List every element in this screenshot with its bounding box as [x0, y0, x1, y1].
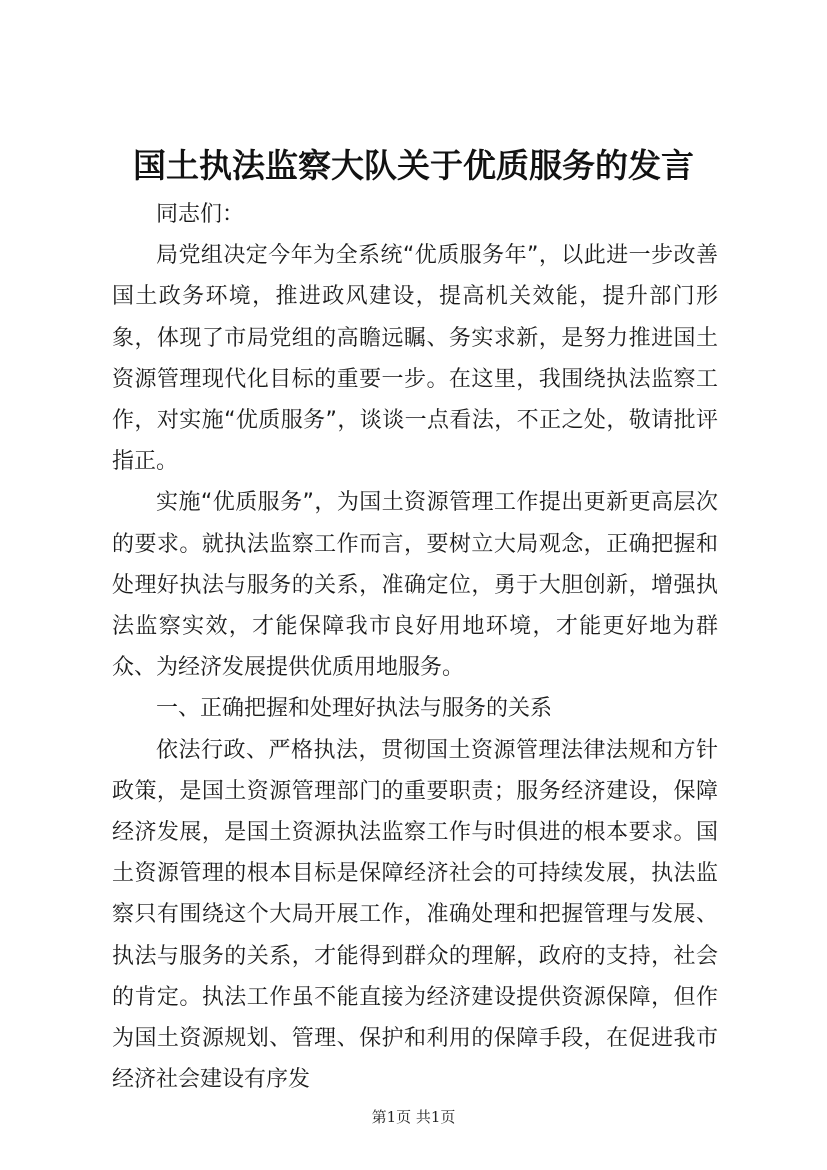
requirement-paragraph: 实施“优质服务”，为国土资源管理工作提出更新更高层次的要求。就执法监察工作而言，要树立大局观念，正确把握和处理好执法与服务的关系，准确定位，勇于大胆创新，增强执法监察实效，才能保障我市良好用地环境，才能更好地为群众、为经济发展提供优质用地服务。: [112, 490, 718, 681]
document-title: 国土执法监察大队关于优质服务的发言: [133, 146, 694, 185]
intro-paragraph: 局党组决定今年为全系统“优质服务年”，以此进一步改善国土政务环境，推进政风建设，提高机关效能，提升部门形象，体现了市局党组的高瞻远瞩、务实求新，是努力推进国土资源管理现代化目标的重要一步。在这里，我围绕执法监察工作，对实施“优质服务”，谈谈一点看法，不正之处，敬请批评指正。: [112, 243, 718, 475]
section-body-paragraph: 依法行政、严格执法，贯彻国土资源管理法律法规和方针政策，是国土资源管理部门的重要职责；服务经济建设，保障经济发展，是国土资源执法监察工作与时俱进的根本要求。国土资源管理的根本目标是保障经济社会的可持续发展，执法监察只有围绕这个大局开展工作，准确处理和把握管理与发展、执法与服务的关系，才能得到群众的理解，政府的支持，社会的肯定。执法工作虽不能直接为经济建设提供资源保障，但作为国土资源规划、管理、保护和利用的保障手段，在促进我市经济社会建设有序发: [112, 737, 718, 1093]
page-number-footer: 第1页 共1页: [371, 1108, 456, 1126]
salutation-paragraph: 同志们：: [156, 202, 245, 227]
section-heading: 一、正确把握和处理好执法与服务的关系: [156, 696, 553, 722]
document-body: [112, 194, 718, 1100]
